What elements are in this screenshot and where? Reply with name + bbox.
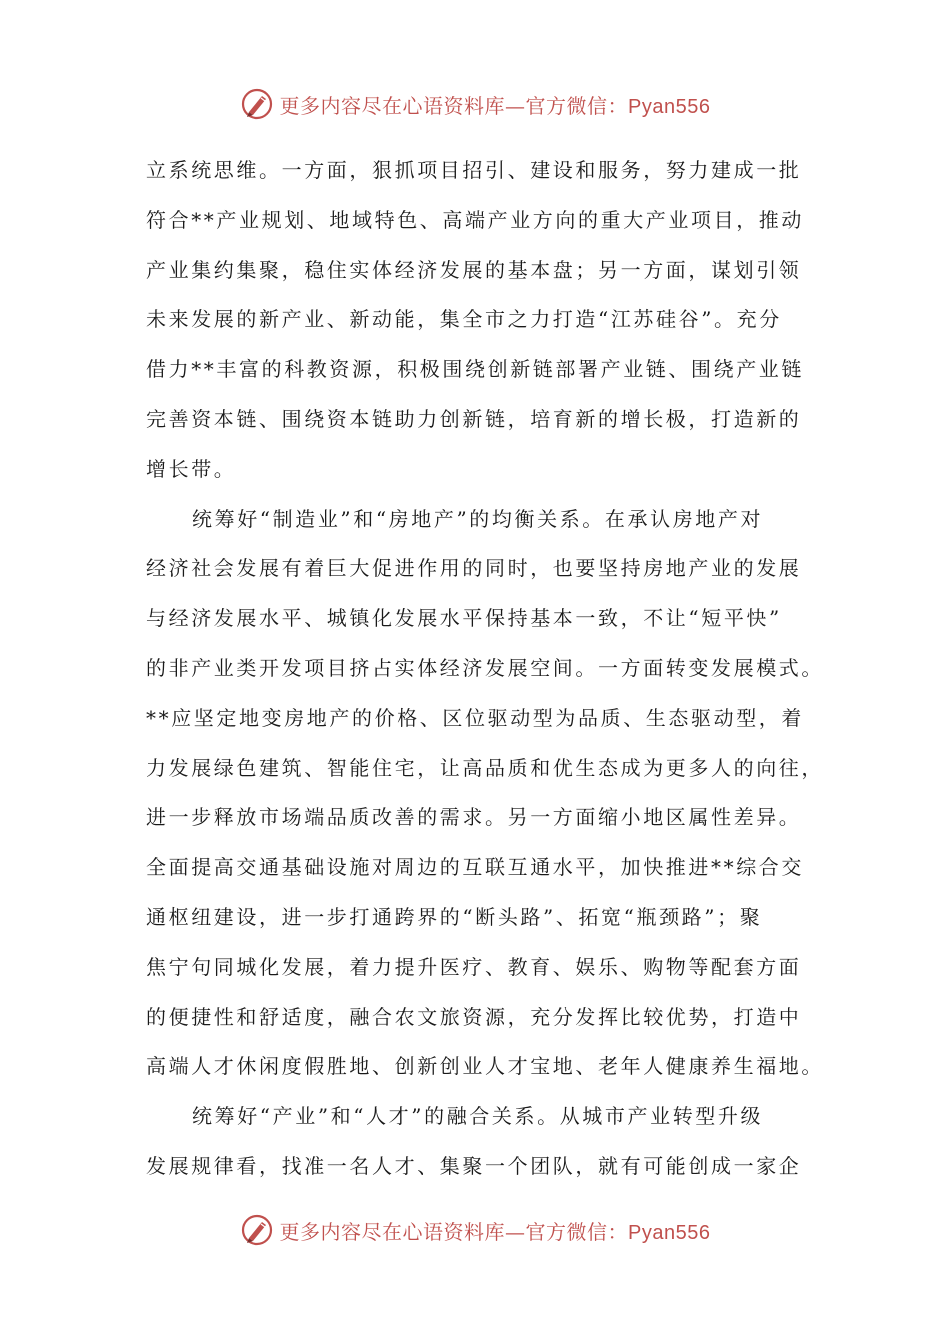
text-line: 与经济发展水平、城镇化发展水平保持基本一致，不让“短平快” xyxy=(146,606,782,631)
banner-wechat-label: 官方微信： xyxy=(525,93,629,118)
text-line: 高端人才休闲度假胜地、创新创业人才宝地、老年人健康养生福地。 xyxy=(146,1054,824,1079)
text-line: 经济社会发展有着巨大促进作用的同时，也要坚持房地产业的发展 xyxy=(146,556,802,581)
text-line: 立系统思维。一方面，狠抓项目招引、建设和服务，努力建成一批 xyxy=(146,158,802,182)
header-banner xyxy=(0,84,950,124)
text-line: 通枢纽建设，进一步打通跨界的“断头路”、拓宽“瓶颈路”；聚 xyxy=(146,904,763,929)
text-line: 未来发展的新产业、新动能，集全市之力打造“江苏硅谷”。充分 xyxy=(146,307,782,332)
banner-text xyxy=(280,1216,711,1245)
text-line: 的便捷性和舒适度，融合农文旅资源，充分发挥比较优势，打造中 xyxy=(146,1004,802,1029)
banner-dash: — xyxy=(505,93,526,118)
paragraph-start-line: 统筹好“制造业”和“房地产”的均衡关系。在承认房地产对 xyxy=(192,506,764,531)
pen-logo-icon xyxy=(240,87,274,121)
text-line: 焦宁句同城化发展，着力提升医疗、教育、娱乐、购物等配套方面 xyxy=(146,954,802,979)
banner-dash: — xyxy=(505,1219,526,1244)
text-line: 增长带。 xyxy=(146,456,237,481)
document-body xyxy=(146,146,826,1192)
banner-wechat-id: Pyan556 xyxy=(628,1221,711,1244)
banner-text xyxy=(280,90,711,119)
text-line: 借力**丰富的科教资源，积极围绕创新链部署产业链、围绕产业链 xyxy=(146,357,804,382)
text-line: 进一步释放市场端品质改善的需求。另一方面缩小地区属性差异。 xyxy=(146,805,802,830)
banner-brand: 更多内容尽在心语资料库 xyxy=(279,1221,506,1244)
banner-wechat-id: Pyan556 xyxy=(628,95,711,118)
footer-banner xyxy=(0,1210,950,1250)
banner-brand: 更多内容尽在心语资料库 xyxy=(279,95,506,118)
text-line: 完善资本链、围绕资本链助力创新链，培育新的增长极，打造新的 xyxy=(146,406,802,431)
pen-logo-icon xyxy=(240,1213,274,1247)
paragraph-start-line: 统筹好“产业”和“人才”的融合关系。从城市产业转型升级 xyxy=(192,1104,764,1129)
text-line: 的非产业类开发项目挤占实体经济发展空间。一方面转变发展模式。 xyxy=(146,655,824,680)
text-line: 全面提高交通基础设施对周边的互联互通水平，加快推进**综合交 xyxy=(146,855,804,880)
text-line: 发展规律看，找准一名人才、集聚一个团队，就有可能创成一家企 xyxy=(146,1153,802,1178)
text-line: **应坚定地变房地产的价格、区位驱动型为品质、生态驱动型，着 xyxy=(146,705,804,730)
banner-wechat-label: 官方微信： xyxy=(525,1219,629,1244)
text-line: 符合**产业规划、地域特色、高端产业方向的重大产业项目，推动 xyxy=(146,207,804,232)
text-line: 产业集约集聚，稳住实体经济发展的基本盘；另一方面，谋划引领 xyxy=(146,257,802,282)
text-line: 力发展绿色建筑、智能住宅，让高品质和优生态成为更多人的向往， xyxy=(146,755,824,780)
